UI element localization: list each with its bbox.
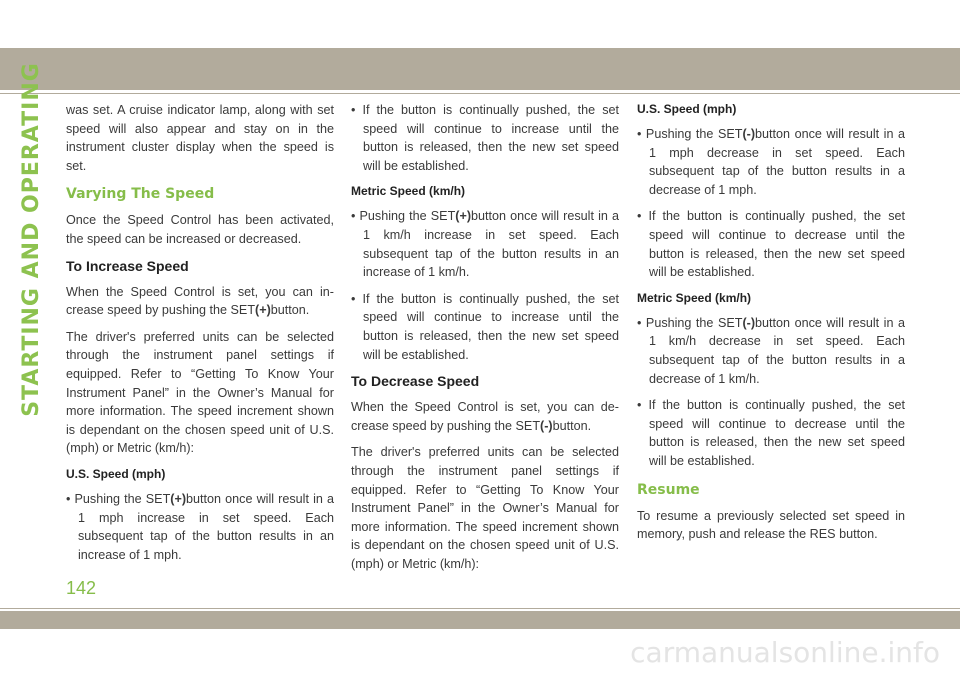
text-run: button once will result in a 1 km/h increase in set speed. Each subsequent tap of the button results in an increase of 1 km/h. xyxy=(363,209,619,280)
text-run: button once will result in a 1 mph increase in set speed. Each subsequent tap of the button results in an increase of 1 mph. xyxy=(78,491,334,562)
text-column-3 xyxy=(637,101,905,552)
bullet-item xyxy=(66,490,334,564)
header-band xyxy=(0,48,960,90)
footer-divider xyxy=(0,608,960,609)
unit-heading: U.S. Speed (mph) xyxy=(637,102,737,116)
section-heading: Varying The Speed xyxy=(66,186,215,203)
bullet-item: • If the button is continually pushed, the set speed will continue to decrease until the button is released, then the new set speed will be established. xyxy=(637,398,905,468)
unit-heading: Metric Speed (km/h) xyxy=(351,184,466,199)
text-column-2 xyxy=(351,101,619,581)
paragraph: was set. A cruise indicator lamp, along with set speed will also appear and stay on in the instrument cluster display when the speed is set. xyxy=(66,103,334,173)
button-symbol: (-) xyxy=(742,127,756,141)
text-run: When the Speed Control is set, you can de-crease speed by pushing the SET xyxy=(351,400,619,433)
bullet-item xyxy=(637,314,905,388)
subsection-heading: To Increase Speed xyxy=(66,257,189,274)
bullet-item: • If the button is continually pushed, the set speed will continue to increase until the button is released, then the new set speed will be established. xyxy=(351,103,619,173)
paragraph: The driver's preferred units can be selected through the instrument panel settings if equipped. Refer to “Getting To Know Your Instrument Panel” in the Owner’s Manual for more information. The speed increment shown is dependant on the chosen speed unit of U.S. (mph) or Metric (km/h): xyxy=(66,329,334,456)
paragraph: The driver's preferred units can be selected through the instrument panel settings if equipped. Refer to “Getting To Know Your Instrument Panel” in the Owner’s Manual for more information. The speed increment shown is dependant on the chosen speed unit of U.S. (mph) or Metric (km/h): xyxy=(351,445,619,571)
header-divider-line xyxy=(0,93,960,94)
footer-band xyxy=(0,611,960,629)
bullet-item xyxy=(637,125,905,199)
button-symbol: (-) xyxy=(540,418,553,433)
button-symbol: (-) xyxy=(742,315,756,330)
text-run: button once will result in a 1 km/h decrease in set speed. Each subsequent tap of the button results in a decrease of 1 km/h. xyxy=(649,315,905,386)
page-number: 142 xyxy=(66,578,97,598)
section-heading: Resume xyxy=(637,481,700,498)
paragraph xyxy=(351,398,619,435)
subsection-heading: To Decrease Speed xyxy=(351,373,480,390)
paragraph: To resume a previously selected set speed in memory, push and release the RES button. xyxy=(637,508,905,542)
bullet-item: • If the button is continually pushed, the set speed will continue to decrease until the button is released, then the new set speed will be established. xyxy=(637,209,905,280)
header-divider xyxy=(0,90,960,92)
text-run: • Pushing the SET xyxy=(66,491,171,506)
text-run: button. xyxy=(552,418,592,433)
bullet-item: • If the button is continually pushed, the set speed will continue to increase until the button is released, then the new set speed will be established. xyxy=(351,291,619,362)
watermark: carmanualsonline.info xyxy=(630,636,940,669)
button-symbol: (+) xyxy=(255,303,271,318)
section-side-label xyxy=(14,61,48,417)
section-label-text: STARTING AND OPERATING xyxy=(18,61,44,417)
paragraph: Once the Speed Control has been activated, the speed can be increased or decreased. xyxy=(66,213,334,246)
text-run: button. xyxy=(270,303,310,318)
text-run: • Pushing the SET xyxy=(637,127,743,141)
button-symbol: (+) xyxy=(455,209,472,224)
bullet-item xyxy=(351,207,619,281)
button-symbol: (+) xyxy=(170,491,187,506)
text-run: • Pushing the SET xyxy=(351,209,456,224)
text-run: When the Speed Control is set, you can in-crease speed by pushing the SET xyxy=(66,284,334,318)
text-column-1 xyxy=(66,101,334,572)
text-run: button once will result in a 1 mph decrease in set speed. Each subsequent tap of the button results in a decrease of 1 mph. xyxy=(649,127,905,197)
unit-heading: Metric Speed (km/h) xyxy=(637,290,752,305)
text-run: • Pushing the SET xyxy=(637,315,743,330)
unit-heading: U.S. Speed (mph) xyxy=(66,466,166,481)
paragraph xyxy=(66,283,334,320)
